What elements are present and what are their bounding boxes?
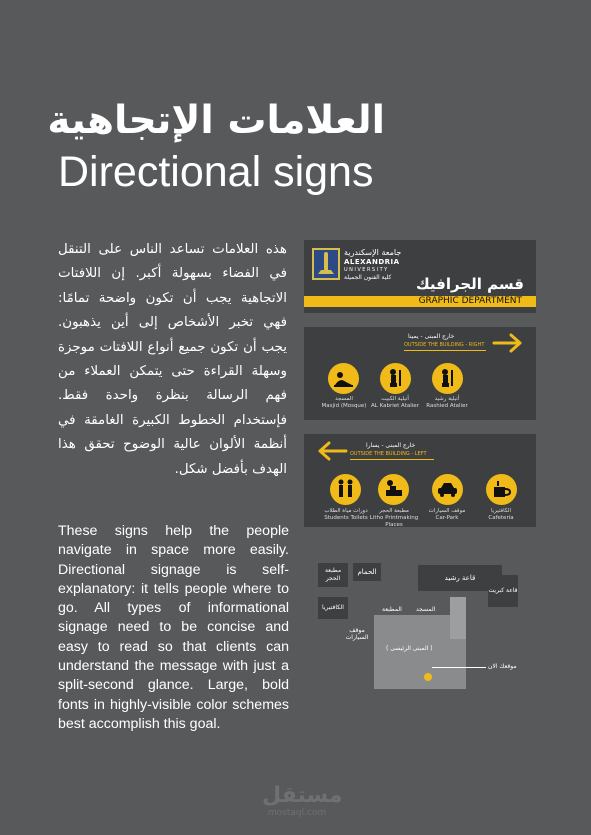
sign-left-item-0-en: Students Toilets <box>324 515 368 521</box>
toilets-icon <box>330 474 361 505</box>
map-main-building <box>374 615 450 689</box>
map-you-are-here: موقعك الان <box>488 663 517 670</box>
brand-english: mostaql.com <box>267 808 327 818</box>
direction-label-english: OUTSIDE THE BUILDING - RIGHT <box>404 342 485 348</box>
logo-english-sub: UNIVERSITY <box>344 267 389 273</box>
direction-sign-right <box>304 327 536 420</box>
logo-arabic-bottom: كلية الفنون الجميلة <box>344 274 392 281</box>
sign-left-item-0-ar: دورات مياة الطلاب <box>324 508 368 514</box>
map-cafeteria: الكافتيريا <box>318 597 348 619</box>
sign-left-item-1-en: Litho Printmaking Places <box>369 515 419 528</box>
sign-right-item-0-ar: المسجد <box>335 396 353 402</box>
sign-right-item-2-ar: أتيلية رشيد <box>434 396 460 402</box>
sign-right-item-1-en: AL Kabriet Atalier <box>371 403 419 409</box>
direction-sign-left <box>304 434 536 527</box>
body-text-arabic: هذه العلامات تساعد الناس على التنقل في الفضاء بسهولة أكبر. إن اللافتات الاتجاهية يجب أن تكون واضحة تمامًا: فهي تخبر الأشخاص إلى أين يذهبون. يجب أن تكون جميع أنواع اللافتات موجزة وسهلة القراءة حتى يتمكن العملاء من فهم الرسالة بنظرة واحدة فقط. فإستخدام الخطوط الكبيرة الغامقة في أنظمة الألوان عالية الوضوح تحقق هذا الهدف بأفضل شكل. <box>58 242 287 477</box>
direction-label-arabic: خارج المبنى - يمينا <box>408 333 455 340</box>
cafeteria-icon <box>486 474 517 505</box>
sign-left-item-2-en: Car-Park <box>435 515 459 521</box>
logo-english: ALEXANDRIA <box>344 258 400 266</box>
university-logo <box>312 248 340 280</box>
department-name-arabic: قسم الجرافيك <box>415 275 524 293</box>
logo-arabic-top: جامعة الإسكندرية <box>344 248 402 257</box>
sign-left-item-3-ar: الكافتيريا <box>490 508 512 514</box>
map-stair-block <box>450 597 466 639</box>
map-mosque: المسجد <box>416 606 436 613</box>
map-parking: موقف السيارات <box>345 627 369 641</box>
sign-left-item-3-en: Cafeteria <box>488 515 514 521</box>
direction-underline <box>350 459 434 460</box>
you-are-here-line <box>432 667 486 668</box>
department-name-english: GRAPHIC DEPARTMENT <box>304 296 536 307</box>
sign-left-item-1-ar: مطبعة الحجر <box>379 508 409 514</box>
footer-logo <box>262 783 343 818</box>
map-main-label: ( المبنى الرئيسى ) <box>386 645 433 652</box>
direction-label-arabic: خارج المبنى - يسارا <box>366 442 416 449</box>
page-title-english: Directional signs <box>58 148 374 196</box>
printmaking-icon <box>378 474 409 505</box>
page-title-arabic: العلامات الإتجاهية <box>47 98 385 143</box>
direction-underline <box>404 350 486 351</box>
map-kabriet: قاعة كبريت <box>488 575 518 607</box>
arrow-right-icon <box>492 332 524 358</box>
car-icon <box>432 474 463 505</box>
campus-map <box>304 555 536 697</box>
mosque-icon <box>328 363 359 394</box>
body-text-english: These signs help the people navigate in space more easily. Directional signage is self-explanatory: it tells people where to go. All types of informational signage need to be concise and easy to read so that clients can understand the message with just a split-second glance. Large, bold fonts in highly-visible color schemes best accomplish this goal. <box>58 523 289 732</box>
sign-right-item-0-en: Masjid (Mosque) <box>321 403 367 409</box>
you-are-here-marker <box>424 673 432 681</box>
department-header-sign <box>304 240 536 313</box>
brand-arabic: مستقل <box>262 783 343 808</box>
map-side-block <box>450 639 466 689</box>
direction-label-english: OUTSIDE THE BUILDING - LEFT <box>350 451 427 457</box>
sign-right-item-2-en: Rashied Atalier <box>426 403 468 409</box>
studio-icon <box>432 363 463 394</box>
map-litho: مطبعة الحجر <box>318 563 348 587</box>
map-press: المطبعة <box>382 606 402 613</box>
arrow-left-icon <box>316 440 348 466</box>
map-bath: الحمام <box>353 563 381 581</box>
sign-right-item-1-ar: أتيلية الكبيت <box>381 396 409 402</box>
map-rashid: قاعة رشيد <box>418 565 502 591</box>
studio-icon <box>380 363 411 394</box>
sign-left-item-2-ar: موقف السيارات <box>428 508 466 514</box>
